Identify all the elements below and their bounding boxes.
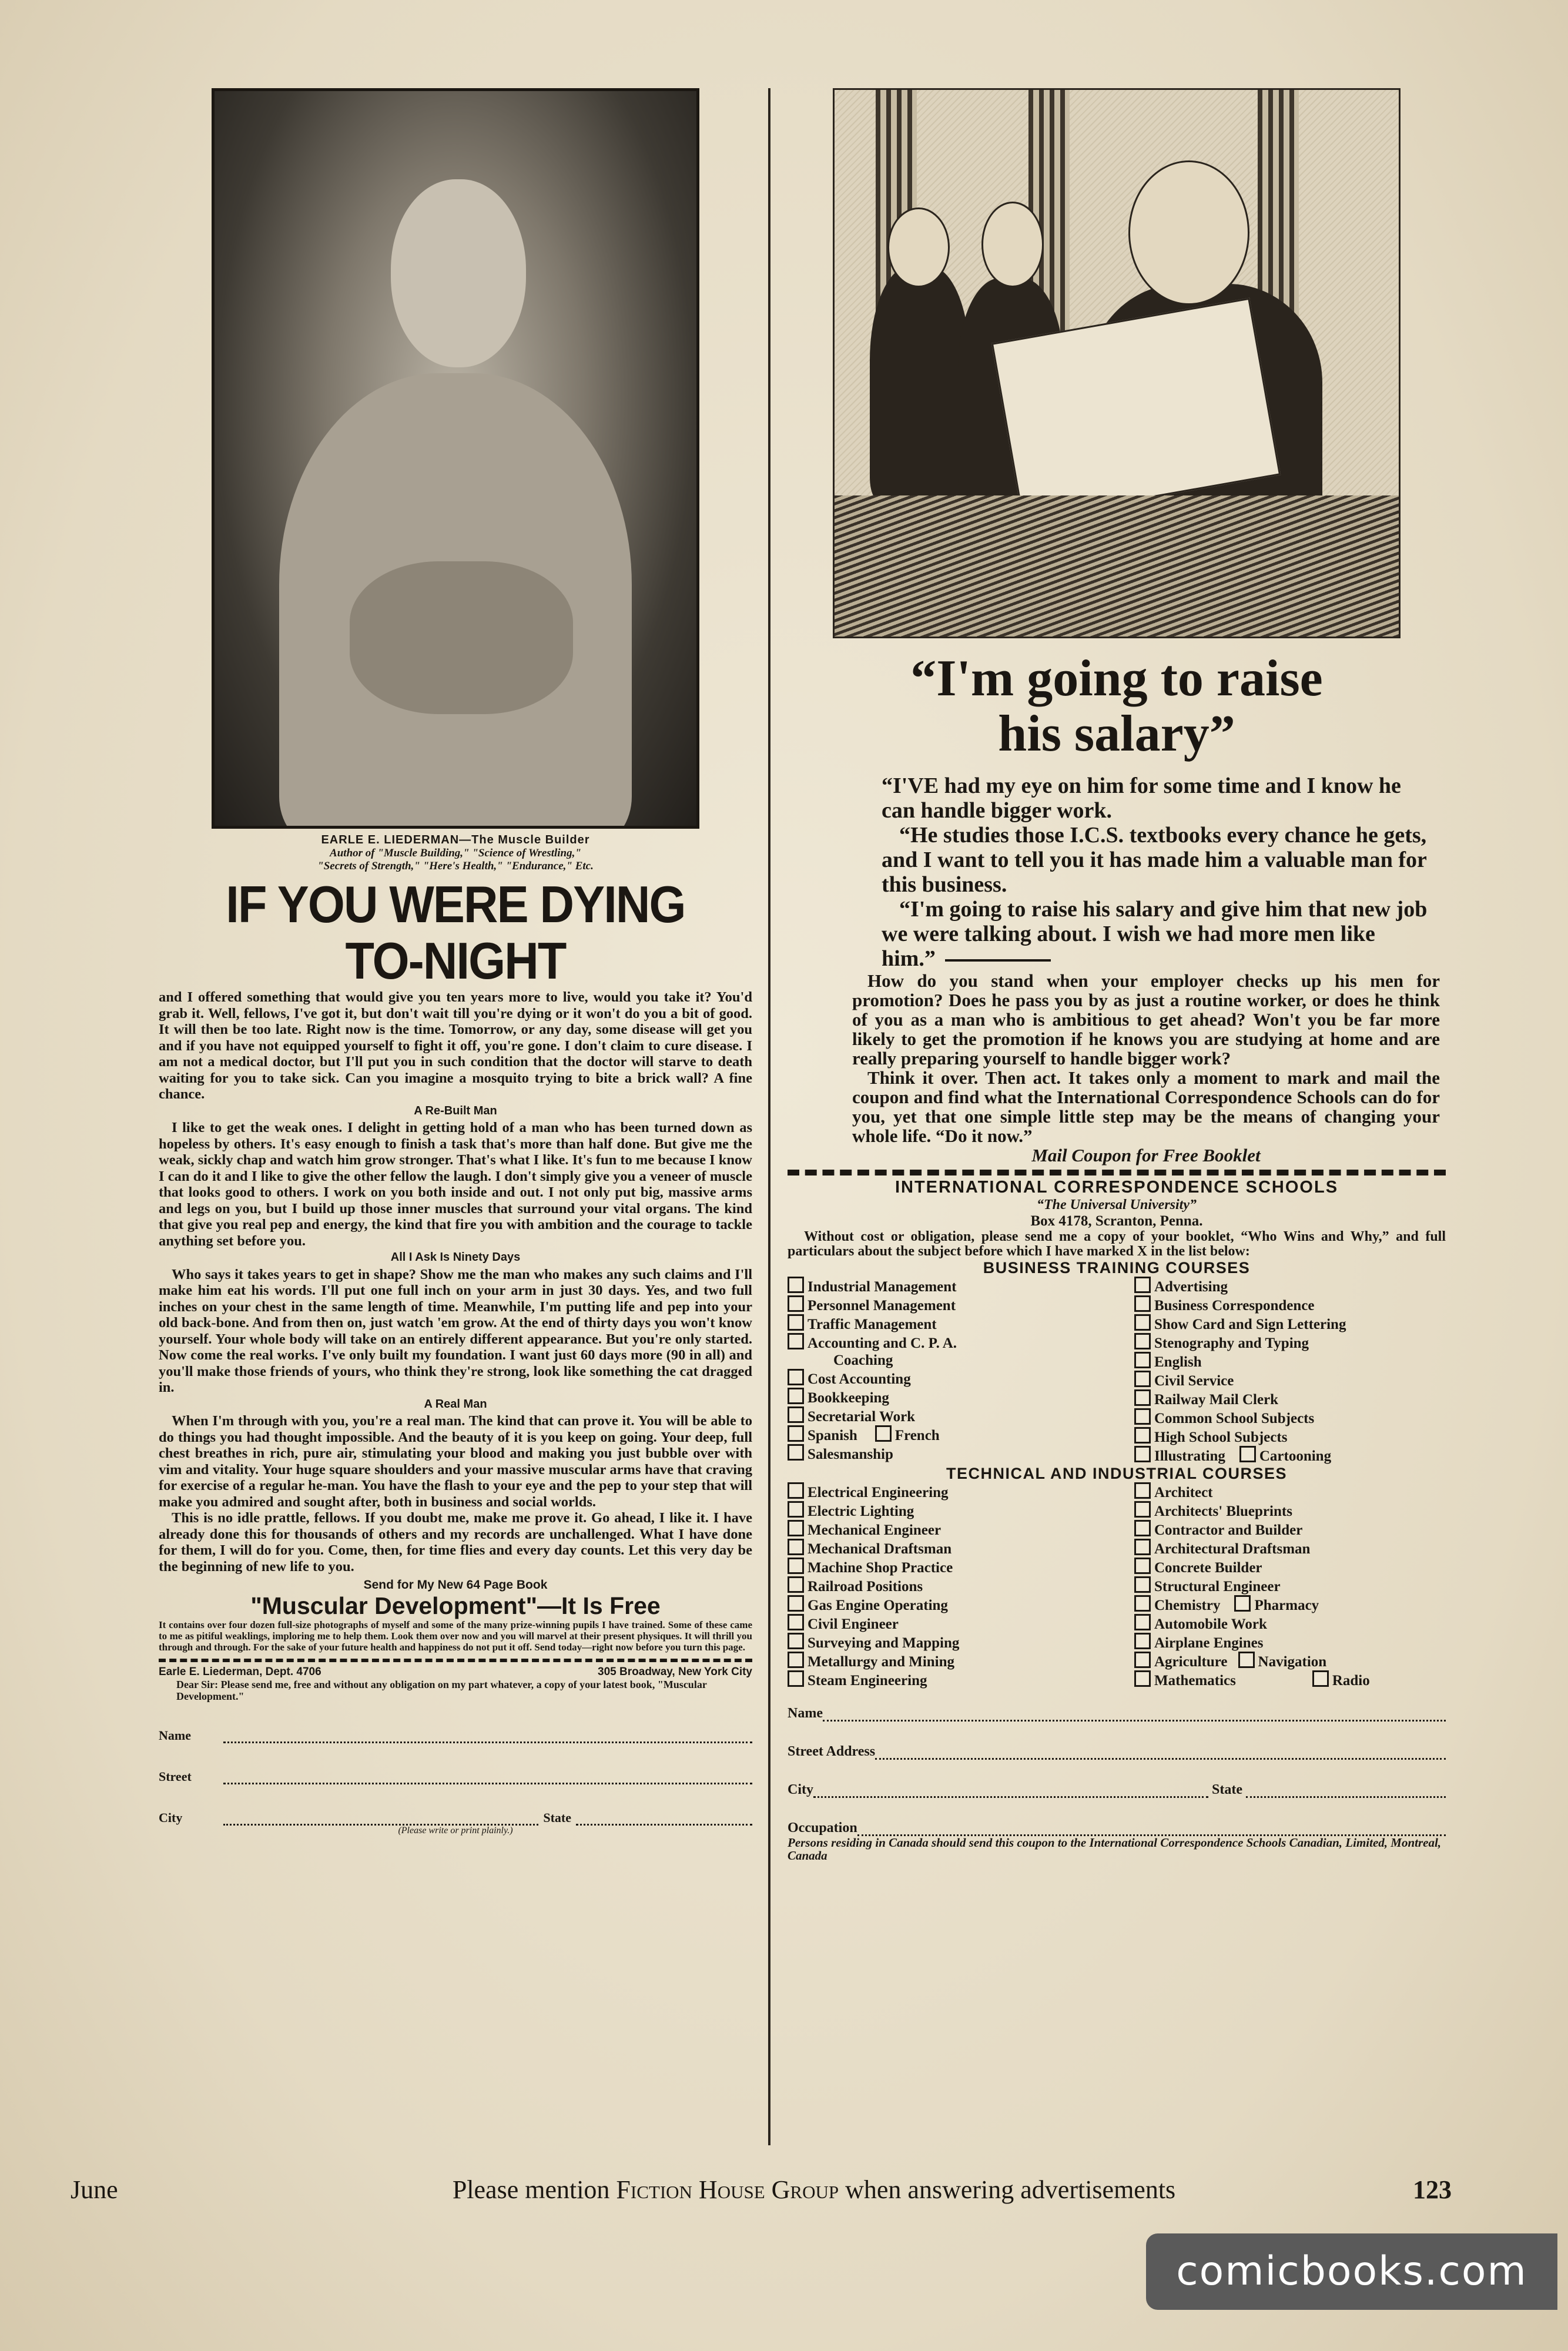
course-option[interactable] xyxy=(788,1482,1134,1501)
photo-caption-name: EARLE E. LIEDERMAN—The Muscle Builder xyxy=(321,833,590,846)
state-label: State xyxy=(543,1810,571,1825)
mention-line xyxy=(294,2175,1334,2205)
course-label: Structural Engineer xyxy=(1154,1579,1281,1595)
course-option[interactable] xyxy=(788,1595,1134,1614)
checkbox[interactable] xyxy=(1312,1670,1329,1687)
course-option[interactable] xyxy=(788,1633,1134,1652)
coupon-address: 305 Broadway, New York City xyxy=(598,1666,752,1678)
business-courses-right xyxy=(1134,1277,1446,1465)
illus-desk xyxy=(835,495,1399,637)
mail-coupon-callout: Mail Coupon for Free Booklet xyxy=(1031,1145,1261,1166)
course-label: Salesmanship xyxy=(808,1446,893,1462)
checkbox[interactable] xyxy=(788,1633,804,1649)
course-option[interactable] xyxy=(1134,1576,1446,1595)
course-option[interactable] xyxy=(1134,1352,1446,1371)
headline-line-1: “I'm going to raise xyxy=(910,650,1323,707)
caption-works-line-2: "Secrets of Strength," "Here's Health," "Endurance," Etc. xyxy=(317,860,594,872)
course-option[interactable] xyxy=(788,1369,1134,1388)
send-for-book: Send for My New 64 Page Book xyxy=(363,1578,548,1592)
coupon-from: Earle E. Liederman, Dept. 4706 xyxy=(159,1666,321,1678)
body-paragraph: Who says it takes years to get in shape? Show me the man who makes any such claims and I'll make him eat his words. I'll put one full inch on your arm in just 30 days. Yes, and two full inches on your chest in the same length of time. Meanwhile, I'm putting life and pep into your old back-bone. And from then on, just watch 'em grow. At the end of thirty days you won't know yourself. Your whole body will take on an entirely different appearance. But you're only started. Now come the real works. I've only built my foundation. I want just 60 days more (90 in all) and you'll make those friends of yours, who think they're strong, look like something the cat dragged in. xyxy=(159,1266,752,1395)
course-option[interactable] xyxy=(788,1670,1134,1689)
course-option[interactable] xyxy=(788,1539,1134,1558)
body-paragraph: Think it over. Then act. It takes only a moment to mark and mail the coupon and find what the International Correspondence Schools can do for you, yet that one simple little step may be the means of changing your whole life. “Do it now.” xyxy=(852,1067,1440,1146)
ics-headline xyxy=(788,651,1446,762)
business-courses-left xyxy=(788,1277,1134,1465)
course-label: Civil Engineer xyxy=(808,1616,899,1632)
photo-chest xyxy=(350,561,573,714)
course-label: Radio xyxy=(1332,1673,1370,1689)
technical-courses-left xyxy=(788,1482,1134,1689)
checkbox[interactable] xyxy=(1134,1314,1151,1331)
checkbox[interactable] xyxy=(788,1539,804,1555)
course-option[interactable] xyxy=(1134,1670,1446,1689)
course-label: Chemistry xyxy=(1154,1598,1221,1613)
street-label: Street xyxy=(159,1769,192,1784)
checkbox[interactable] xyxy=(788,1295,804,1312)
course-option[interactable] xyxy=(788,1295,1134,1314)
checkbox[interactable] xyxy=(788,1444,804,1461)
course-option[interactable] xyxy=(1134,1558,1446,1576)
coupon-request: Dear Sir: Please send me, free and without any obligation on my part whatever, a copy of your latest book, "Muscular Development." xyxy=(176,1679,707,1702)
course-option[interactable] xyxy=(1134,1314,1446,1333)
course-label: Accounting and C. P. A. xyxy=(808,1335,957,1351)
course-label: Railroad Positions xyxy=(808,1579,923,1595)
city-label: City xyxy=(159,1810,183,1825)
caption-works-line-1: Author of "Muscle Building," "Science of Wrestling," xyxy=(330,847,581,859)
liederman-ad xyxy=(159,88,752,1836)
checkbox[interactable] xyxy=(1134,1614,1151,1630)
course-label: Mechanical Draftsman xyxy=(808,1541,952,1557)
coupon-header xyxy=(159,1666,752,1679)
course-label: Coaching xyxy=(833,1352,893,1368)
course-option[interactable] xyxy=(1134,1520,1446,1539)
course-label: Secretarial Work xyxy=(808,1409,916,1425)
course-label: Surveying and Mapping xyxy=(808,1635,960,1651)
checkbox[interactable] xyxy=(1239,1446,1256,1462)
course-option[interactable] xyxy=(788,1314,1134,1333)
book-description: It contains over four dozen full-size photographs of myself and some of the many prize-winning pupils I have trained. Some of these came to me as pitiful weaklings, imploring me to help them. Look them over now and you will marvel at their present physiques. It will thrill you through and through. For the sake of your future health and happiness do not put it off. Send today—right now before you turn this page. xyxy=(159,1619,752,1653)
course-option[interactable] xyxy=(1134,1427,1446,1446)
ics-coupon xyxy=(788,1178,1446,1862)
illus-face-middle xyxy=(981,202,1044,287)
print-plainly-note: (Please write or print plainly.) xyxy=(398,1826,513,1836)
occupation-label: Occupation xyxy=(788,1820,857,1836)
course-label: Navigation xyxy=(1258,1654,1327,1670)
city-label: City xyxy=(788,1782,813,1797)
course-label: Automobile Work xyxy=(1154,1616,1267,1632)
photo-caption-works xyxy=(159,847,752,873)
state-label: State xyxy=(1212,1782,1242,1797)
course-option[interactable] xyxy=(1134,1614,1446,1633)
course-label: Advertising xyxy=(1154,1279,1228,1295)
course-label: Concrete Builder xyxy=(1154,1560,1262,1576)
business-courses-heading: BUSINESS TRAINING COURSES xyxy=(983,1259,1251,1277)
course-label: Metallurgy and Mining xyxy=(808,1654,955,1670)
course-option[interactable] xyxy=(1134,1277,1446,1295)
checkbox[interactable] xyxy=(1134,1277,1151,1293)
checkbox[interactable] xyxy=(1134,1670,1151,1687)
course-label: Cost Accounting xyxy=(808,1371,911,1387)
checkbox[interactable] xyxy=(1134,1576,1151,1593)
ics-request: Without cost or obligation, please send me a copy of your booklet, “Who Wins and Why,” and full particulars about the subject before which I have marked X in the list below: xyxy=(788,1229,1446,1259)
checkbox[interactable] xyxy=(788,1369,804,1385)
course-option[interactable] xyxy=(788,1406,1134,1425)
course-label: Electrical Engineering xyxy=(808,1485,949,1501)
course-label: Industrial Management xyxy=(808,1279,957,1295)
course-option[interactable] xyxy=(788,1444,1134,1463)
checkbox[interactable] xyxy=(788,1558,804,1574)
course-label: Gas Engine Operating xyxy=(808,1598,948,1613)
checkbox[interactable] xyxy=(1134,1482,1151,1499)
course-option[interactable] xyxy=(1134,1595,1446,1614)
headline-line-2: his salary” xyxy=(998,705,1235,762)
course-label: Mechanical Engineer xyxy=(808,1522,942,1538)
course-label: Architectural Draftsman xyxy=(1154,1541,1311,1557)
course-option[interactable] xyxy=(1134,1539,1446,1558)
course-label: Architects' Blueprints xyxy=(1154,1503,1292,1519)
quote-paragraph xyxy=(882,897,1434,971)
issue-month: June xyxy=(71,2175,118,2204)
checkbox[interactable] xyxy=(788,1333,804,1349)
checkbox[interactable] xyxy=(875,1425,892,1442)
course-option[interactable] xyxy=(1134,1633,1446,1652)
course-label: Civil Service xyxy=(1154,1373,1234,1389)
body-paragraph: How do you stand when your employer checks up his men for promotion? Does he pass you by as just a routine worker, or does he think of you as a man who is ambitious to get ahead? Won't you be far more likely to get the promotion if he knows you are studying at home and are really preparing yourself to handle bigger work? xyxy=(852,970,1440,1069)
technical-courses-grid xyxy=(788,1482,1446,1689)
course-label: English xyxy=(1154,1354,1202,1370)
liederman-body xyxy=(159,989,752,1575)
course-option[interactable] xyxy=(1134,1333,1446,1352)
checkbox[interactable] xyxy=(788,1425,804,1442)
checkbox[interactable] xyxy=(1134,1652,1151,1668)
course-option[interactable] xyxy=(1134,1482,1446,1501)
course-option[interactable] xyxy=(1134,1446,1446,1465)
checkbox[interactable] xyxy=(788,1576,804,1593)
ics-city-state-field[interactable] xyxy=(788,1782,1446,1798)
boss-quote xyxy=(788,773,1446,971)
checkbox[interactable] xyxy=(1134,1352,1151,1368)
state-line[interactable] xyxy=(576,1814,752,1826)
publisher-name: Fiction House Group xyxy=(616,2175,839,2204)
course-label: Machine Shop Practice xyxy=(808,1560,953,1576)
illus-man-left xyxy=(870,266,970,501)
course-option[interactable] xyxy=(788,1558,1134,1576)
course-option[interactable] xyxy=(1134,1652,1446,1670)
course-option[interactable] xyxy=(1134,1408,1446,1427)
course-label: Spanish xyxy=(808,1428,857,1444)
ics-ad xyxy=(788,88,1446,1862)
course-label: Traffic Management xyxy=(808,1317,937,1332)
quote-rule xyxy=(945,959,1051,962)
subhead-ninety-days: All I Ask Is Ninety Days xyxy=(390,1251,521,1264)
course-label: Railway Mail Clerk xyxy=(1154,1392,1279,1408)
course-option[interactable] xyxy=(788,1614,1134,1633)
course-label: Steam Engineering xyxy=(808,1673,927,1689)
page-footer xyxy=(71,2175,1452,2205)
city-line[interactable] xyxy=(223,1814,538,1826)
street-field[interactable] xyxy=(159,1769,752,1784)
course-option[interactable] xyxy=(788,1652,1134,1670)
checkbox[interactable] xyxy=(1134,1501,1151,1518)
book-title: "Muscular Development"—It Is Free xyxy=(250,1592,661,1619)
checkbox[interactable] xyxy=(788,1406,804,1423)
occupation-line[interactable] xyxy=(857,1826,1446,1836)
mention-text: when answering advertisements xyxy=(839,2175,1176,2204)
checkbox[interactable] xyxy=(788,1520,804,1536)
checkbox[interactable] xyxy=(1234,1595,1251,1612)
course-option[interactable] xyxy=(788,1388,1134,1406)
name-label: Name xyxy=(788,1706,823,1721)
course-label: French xyxy=(894,1428,940,1444)
checkbox[interactable] xyxy=(1134,1333,1151,1349)
course-label: Cartooning xyxy=(1259,1448,1332,1464)
course-option[interactable] xyxy=(788,1576,1134,1595)
street-line[interactable] xyxy=(223,1773,752,1784)
photo-head xyxy=(391,179,526,367)
illus-face-left xyxy=(887,207,950,287)
checkbox[interactable] xyxy=(1134,1633,1151,1649)
technical-courses-heading: TECHNICAL AND INDUSTRIAL COURSES xyxy=(946,1465,1288,1482)
checkbox[interactable] xyxy=(1134,1520,1151,1536)
checkbox[interactable] xyxy=(1134,1371,1151,1387)
city-line[interactable] xyxy=(813,1788,1208,1798)
liederman-headline: IF YOU WERE DYING TO-NIGHT xyxy=(226,875,685,990)
course-option[interactable] xyxy=(1134,1389,1446,1408)
course-option[interactable] xyxy=(1134,1371,1446,1389)
ics-body xyxy=(788,971,1446,1165)
checkbox[interactable] xyxy=(1238,1652,1255,1668)
mention-text: Please mention xyxy=(452,2175,617,2204)
checkbox[interactable] xyxy=(788,1501,804,1518)
ics-motto: “The Universal University” xyxy=(1037,1197,1197,1213)
ics-street-field[interactable] xyxy=(788,1744,1446,1760)
technical-courses-right xyxy=(1134,1482,1446,1689)
course-label: Personnel Management xyxy=(808,1298,956,1314)
site-watermark: comicbooks.com xyxy=(1146,2233,1557,2310)
checkbox[interactable] xyxy=(1134,1595,1151,1612)
checkbox[interactable] xyxy=(788,1314,804,1331)
course-label: Common School Subjects xyxy=(1154,1411,1315,1426)
liederman-coupon xyxy=(159,1666,752,1836)
course-label: High School Subjects xyxy=(1154,1429,1288,1445)
coupon-cut-line xyxy=(788,1170,1446,1176)
quote-paragraph: “I'VE had my eye on him for some time and I know he can handle bigger work. xyxy=(882,773,1401,823)
course-label: Mathematics xyxy=(1154,1673,1236,1689)
course-label: Business Correspondence xyxy=(1154,1298,1315,1314)
checkbox[interactable] xyxy=(1134,1408,1151,1425)
course-option[interactable] xyxy=(788,1425,1134,1444)
name-line[interactable] xyxy=(223,1732,752,1743)
ics-name-field[interactable] xyxy=(788,1706,1446,1722)
checkbox[interactable] xyxy=(1134,1295,1151,1312)
course-label: Electric Lighting xyxy=(808,1503,914,1519)
office-illustration xyxy=(833,88,1401,638)
name-field[interactable] xyxy=(159,1728,752,1743)
city-state-field[interactable] xyxy=(159,1810,752,1826)
course-option[interactable] xyxy=(1134,1295,1446,1314)
checkbox[interactable] xyxy=(1134,1558,1151,1574)
body-paragraph: This is no idle prattle, fellows. If you doubt me, make me prove it. Go ahead, I like it. I have already done this for thousands of others and my records are unchallenged. What I have done for them, I will do for you. Come, then, for time flies and every day counts. Let this very day be the beginning of new life to you. xyxy=(159,1510,752,1575)
checkbox[interactable] xyxy=(788,1482,804,1499)
name-line[interactable] xyxy=(823,1712,1446,1722)
course-option[interactable] xyxy=(788,1501,1134,1520)
street-label: Street Address xyxy=(788,1744,876,1759)
state-line[interactable] xyxy=(1246,1788,1446,1798)
course-label: Illustrating xyxy=(1154,1448,1225,1464)
quote-paragraph: “He studies those I.C.S. textbooks every chance he gets, and I want to tell you it has made him a valuable man for this business. xyxy=(882,823,1427,897)
course-label: Agriculture xyxy=(1154,1654,1228,1670)
quote-paragraph-text: “I'm going to raise his salary and give him that new job we were talking about. I wish we had more men like him.” xyxy=(882,897,1428,971)
column-divider xyxy=(768,88,770,2145)
checkbox[interactable] xyxy=(788,1595,804,1612)
body-paragraph: and I offered something that would give you ten years more to live, would you take it? You'd grab it. Well, fellows, I've got it, but don't wait till you're dying or it won't do you a bit of good. It will then be too late. Right now is the time. Tomorrow, or any day, some disease will get you and if you have not equipped yourself to fight it off, you're gone. I don't claim to cure disease. I am not a medical doctor, but I'll put you in such condition that the doctor will starve to death waiting for you to take sick. Can you imagine a mosquito trying to bite a brick wall? A fine chance. xyxy=(159,989,752,1102)
checkbox[interactable] xyxy=(1134,1446,1151,1462)
course-label: Bookkeeping xyxy=(808,1390,889,1406)
coupon-cut-line xyxy=(159,1659,752,1662)
checkbox[interactable] xyxy=(788,1670,804,1687)
illus-face-boss xyxy=(1128,160,1249,305)
subhead-rebuilt: A Re-Built Man xyxy=(414,1104,497,1117)
checkbox[interactable] xyxy=(788,1388,804,1404)
checkbox[interactable] xyxy=(788,1277,804,1293)
street-line[interactable] xyxy=(875,1750,1446,1760)
liederman-photo xyxy=(212,88,699,829)
ics-title: INTERNATIONAL CORRESPONDENCE SCHOOLS xyxy=(894,1178,1339,1197)
course-label: Contractor and Builder xyxy=(1154,1522,1303,1538)
course-option[interactable] xyxy=(788,1277,1134,1295)
course-option[interactable] xyxy=(788,1333,1134,1352)
checkbox[interactable] xyxy=(1134,1539,1151,1555)
business-courses-grid xyxy=(788,1277,1446,1465)
canada-note: Persons residing in Canada should send this coupon to the International Correspondence Schools Canadian, Limited, Montreal, Canada xyxy=(788,1836,1442,1863)
checkbox[interactable] xyxy=(1134,1427,1151,1444)
course-label: Pharmacy xyxy=(1254,1598,1319,1613)
ics-occupation-field[interactable] xyxy=(788,1820,1446,1836)
name-label: Name xyxy=(159,1728,191,1743)
checkbox[interactable] xyxy=(788,1652,804,1668)
page-number: 123 xyxy=(1413,2175,1452,2204)
body-paragraph: When I'm through with you, you're a real man. The kind that can prove it. You will be able to do things you had thought impossible. And the beauty of it is you keep on going. Your deep, full chest breathes in rich, pure air, stimulating your blood and making you just bubble over with vim and vitality. Your huge square shoulders and your massive muscular arms have that craving for exercise of a regular he-man. You have the flash to your eye and the pep to your step that will make you admired and sought after, both in business and social worlds. xyxy=(159,1413,752,1510)
course-option-continued xyxy=(788,1352,1134,1369)
course-label: Airplane Engines xyxy=(1154,1635,1264,1651)
checkbox[interactable] xyxy=(1134,1389,1151,1406)
course-label: Architect xyxy=(1154,1485,1213,1501)
course-label: Stenography and Typing xyxy=(1154,1335,1309,1351)
subhead-real-man: A Real Man xyxy=(424,1397,487,1411)
body-paragraph: I like to get the weak ones. I delight in getting hold of a man who has been turned down as hopeless by others. It's easy enough to finish a task that's more than half done. But give me the weak, sickly chap and watch him grow stronger. That's what I like. It's fun to me because I know I can do it and I like to give the other fellow the laugh. I don't simply give you a veneer of muscle that looks good to others. I work on you both inside and out. I not only put big, massive arms and legs on you, but I build up those inner muscles that surround your vital organs. The kind that give you real pep and energy, the kind that fire you with ambition and the courage to tackle anything set before you. xyxy=(159,1120,752,1249)
checkbox[interactable] xyxy=(788,1614,804,1630)
course-label: Show Card and Sign Lettering xyxy=(1154,1317,1346,1332)
course-option[interactable] xyxy=(788,1520,1134,1539)
ics-box-address: Box 4178, Scranton, Penna. xyxy=(1030,1213,1203,1229)
course-option[interactable] xyxy=(1134,1501,1446,1520)
